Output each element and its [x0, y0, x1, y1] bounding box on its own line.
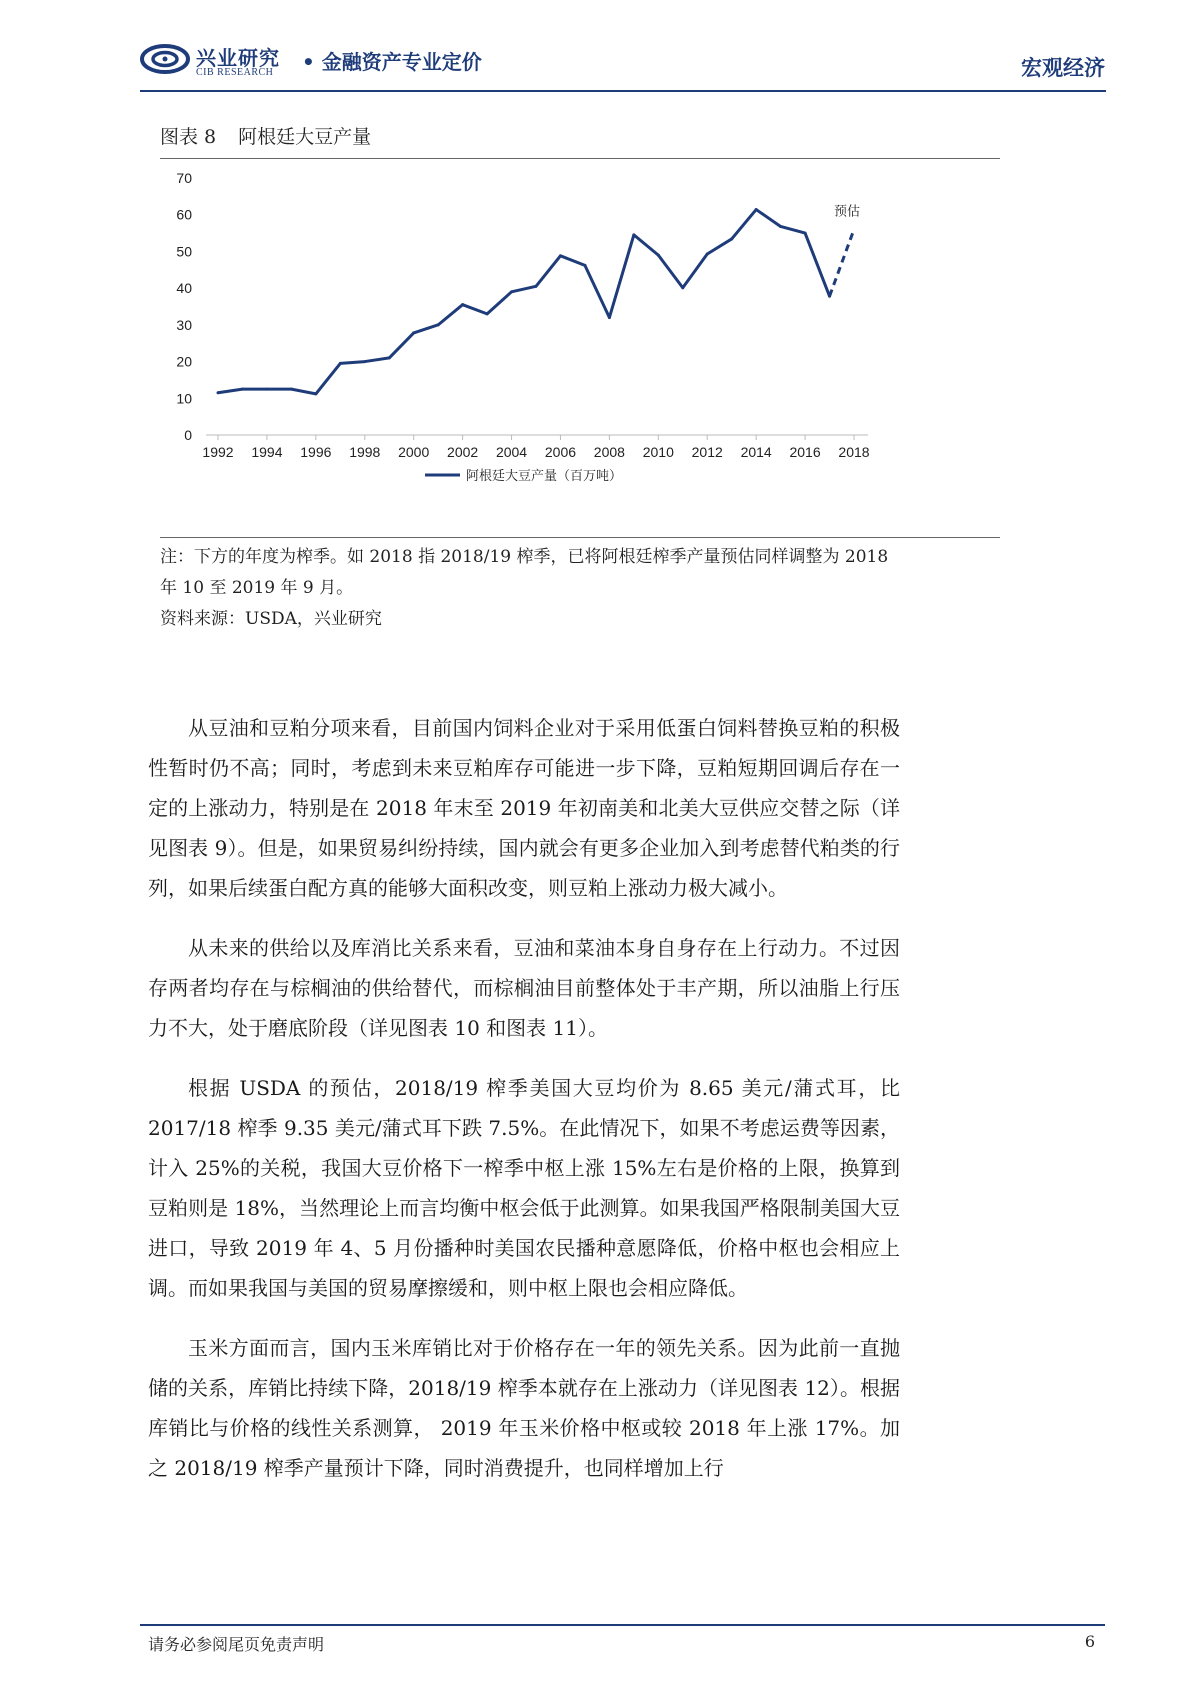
- paragraph: 从未来的供给以及库消比关系来看，豆油和菜油本身自身存在上行动力。不过因存两者均存在与棕榈油的供给替代，而棕榈油目前整体处于丰产期，所以油脂上行压力不大，处于磨底阶段（详见图表 10 和图表 11）。: [148, 936, 900, 1040]
- page-header: [140, 40, 1105, 90]
- paragraph: 根据 USDA 的预估，2018/19 榨季美国大豆均价为 8.65 美元/蒲式耳，比 2017/18 榨季 9.35 美元/蒲式耳下跌 7.5%。在此情况下，如果不考虑运费等因素，计入 25%的关税，我国大豆价格下一榨季中枢上涨 15%左右是价格的上限，换算到豆粕则是 18%，当然理论上而言均衡中枢会低于此测算。如果我国严格限制美国大豆进口，导致 2019 年 4、5 月份播种时美国农民播种意愿降低，价格中枢也会相应上调。而如果我国与美国的贸易摩擦缓和，则中枢上限也会相应降低。: [148, 1076, 900, 1300]
- body-text: [148, 708, 900, 1508]
- paragraph: 从豆油和豆粕分项来看，目前国内饲料企业对于采用低蛋白饲料替换豆粕的积极性暂时仍不高；同时，考虑到未来豆粕库存可能进一步下降，豆粕短期回调后存在一定的上涨动力，特别是在 2018 年末至 2019 年初南美和北美大豆供应交替之际（详见图表 9）。但是，如果贸易纠纷持续，国内就会有更多企业加入到考虑替代粕类的行列，如果后续蛋白配方真的能够大面积改变，则豆粕上涨动力极大减小。: [148, 716, 900, 900]
- y-axis: [176, 170, 192, 443]
- x-tick-label: 2004: [495, 444, 528, 460]
- data-point: [657, 254, 660, 257]
- data-point: [608, 316, 611, 319]
- logo-text: 兴业研究: [196, 46, 280, 70]
- data-point: [265, 388, 268, 391]
- data-point: [339, 362, 342, 365]
- y-tick-label: 60: [176, 206, 192, 223]
- legend-label: 阿根廷大豆产量（百万吨）: [466, 469, 623, 484]
- x-tick-label: 2000: [398, 444, 430, 460]
- figure-note: [160, 542, 1000, 635]
- forecast-annotation: 预估: [834, 204, 861, 220]
- y-tick-label: 50: [176, 243, 192, 260]
- data-point: [779, 225, 782, 228]
- header-divider: [140, 90, 1106, 92]
- x-tick-label: 1998: [349, 444, 381, 460]
- data-point: [706, 252, 709, 255]
- data-point: [241, 388, 244, 391]
- logo-subtext: CIB RESEARCH: [196, 67, 274, 78]
- x-tick-label: 2008: [593, 444, 625, 460]
- data-point: [535, 285, 538, 288]
- data-point: [510, 290, 513, 293]
- y-tick-label: 0: [184, 427, 192, 443]
- footer-divider: [140, 1624, 1105, 1626]
- y-tick-label: 70: [176, 170, 192, 186]
- figure-top-rule: [160, 158, 1000, 159]
- data-point: [314, 392, 317, 395]
- section-name: 宏观经济: [1021, 55, 1105, 80]
- x-tick-label: 2018: [838, 444, 870, 460]
- data-point: [412, 331, 415, 334]
- paragraph: 玉米方面而言，国内玉米库销比对于价格存在一年的领先关系。因为此前一直抛储的关系，库销比持续下降，2018/19 榨季本就存在上涨动力（详见图表 12）。根据库销比与价格的线性关系测算， 2019 年玉米价格中枢或较 2018 年上涨 17%。加之 2018/19 榨季产量预计下降，同时消费提升，也同样增加上行: [148, 1336, 900, 1480]
- figure-bottom-rule: [160, 537, 1000, 538]
- data-point: [217, 391, 220, 394]
- x-tick-label: 2002: [447, 444, 479, 460]
- x-tick-label: 1996: [300, 444, 332, 460]
- disclaimer-link: 请务必参阅尾页免责声明: [148, 1635, 325, 1654]
- figure-title: [160, 122, 371, 149]
- data-point: [363, 360, 366, 363]
- data-point: [559, 254, 562, 257]
- data-point: [437, 323, 440, 326]
- y-tick-label: 30: [176, 316, 192, 333]
- x-axis: [202, 435, 869, 460]
- data-point: [755, 208, 758, 211]
- cib-logo-icon: [140, 44, 190, 74]
- header-tagline: • 金融资产专业定价: [302, 50, 482, 74]
- data-point: [828, 295, 831, 298]
- production-series-line: [218, 210, 830, 394]
- y-tick-label: 20: [176, 353, 192, 370]
- x-tick-label: 2014: [740, 444, 772, 460]
- source-line: 资料来源：USDA，兴业研究: [160, 609, 382, 629]
- x-tick-label: 2006: [544, 444, 577, 460]
- x-tick-label: 2012: [691, 444, 723, 460]
- forecast-series-line: [830, 229, 854, 296]
- figure-caption: 阿根廷大豆产量: [238, 126, 372, 148]
- data-point: [461, 303, 464, 306]
- x-tick-label: 2016: [789, 444, 821, 460]
- data-point: [632, 233, 635, 236]
- data-point: [290, 388, 293, 391]
- data-point: [583, 264, 586, 267]
- x-tick-label: 1994: [251, 444, 283, 460]
- x-tick-label: 2010: [642, 444, 674, 460]
- figure-label: 图表 8: [160, 126, 217, 148]
- note-line-1: 注：下方的年度为榨季。如 2018 指 2018/19 榨季，已将阿根廷榨季产量预估同样调整为 2018: [160, 547, 889, 567]
- page-number: 6: [1084, 1632, 1095, 1651]
- data-point: [388, 356, 391, 359]
- data-point: [730, 237, 733, 240]
- x-tick-label: 1992: [202, 444, 234, 460]
- y-tick-label: 40: [176, 280, 192, 297]
- note-line-2: 年 10 至 2019 年 9 月。: [160, 578, 354, 598]
- data-points: [217, 208, 832, 395]
- y-tick-label: 10: [176, 390, 192, 407]
- data-point: [804, 232, 807, 235]
- data-point: [681, 286, 684, 289]
- data-point: [486, 312, 489, 315]
- soybean-production-chart: [160, 170, 920, 490]
